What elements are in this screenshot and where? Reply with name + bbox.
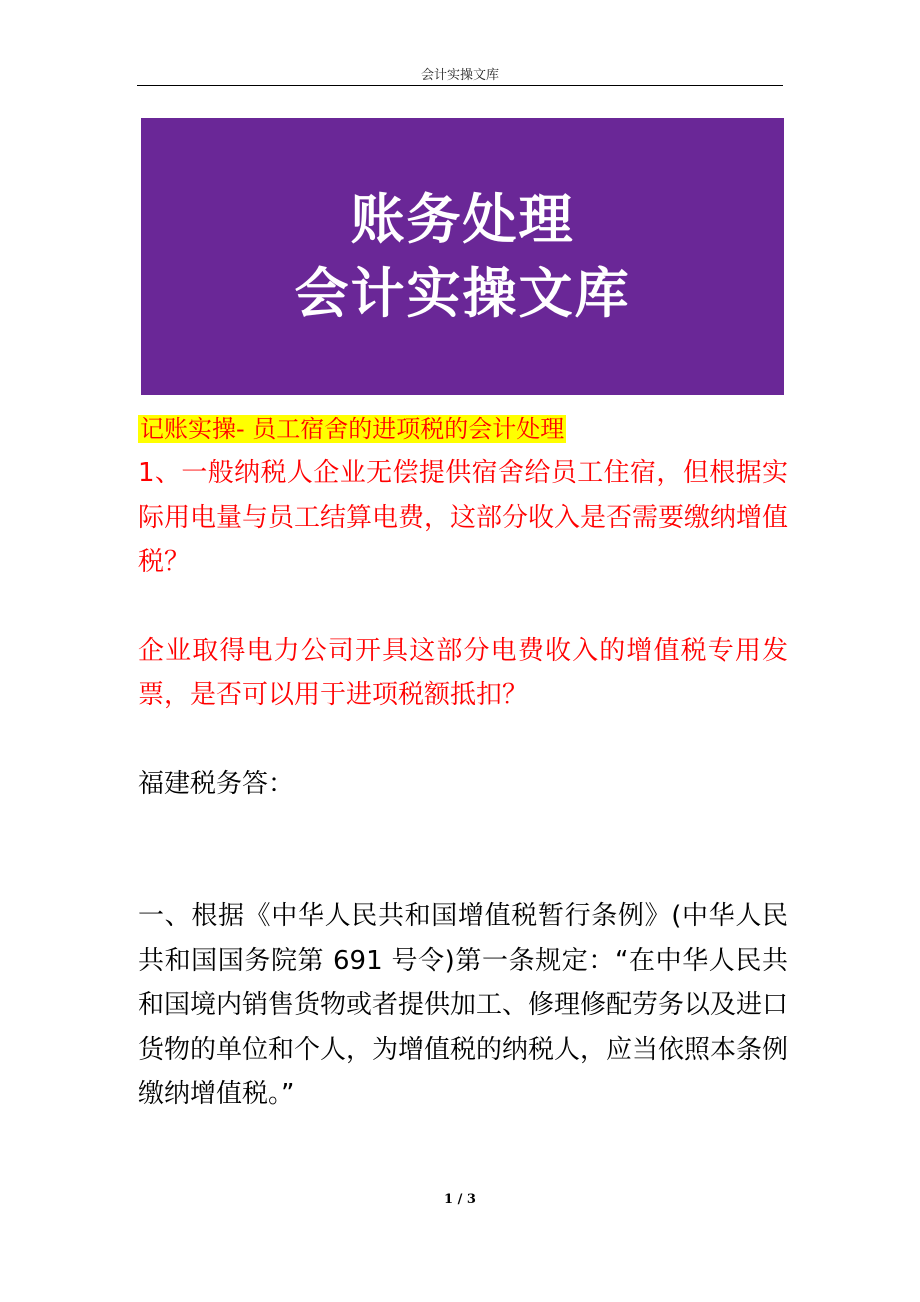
question-paragraph-2: 企业取得电力公司开具这部分电费收入的增值税专用发票，是否可以用于进项税额抵扣？ (138, 635, 788, 710)
banner-title-line1: 账务处理 (350, 187, 575, 251)
question-paragraph-1: 1、一般纳税人企业无偿提供宿舍给员工住宿，但根据实际用电量与员工结算电费，这部分收入是否需要缴纳增值税？ (138, 458, 789, 577)
page-number: 1 / 3 (444, 1192, 476, 1207)
law-paragraph: 一、根据《中华人民共和国增值税暂行条例》(中华人民共和国国务院第 691 号令)第一条规定：“在中华人民共和国境内销售货物或者提供加工、修理修配劳务以及进口货物的单位和个人，为增值税的纳税人，应当依照本条例缴纳增值税。” (138, 901, 789, 1109)
article-title (138, 410, 788, 448)
page-header-title: 会计实操文库 (420, 68, 499, 83)
article-title-highlight: 记账实操- 员工宿舍的进项税的会计处理 (140, 415, 565, 443)
header-divider (137, 85, 783, 86)
banner-title-line2: 会计实操文库 (294, 261, 631, 325)
article-body (138, 410, 788, 1117)
cover-banner (141, 118, 784, 395)
answer-label: 福建税务答： (138, 768, 295, 799)
